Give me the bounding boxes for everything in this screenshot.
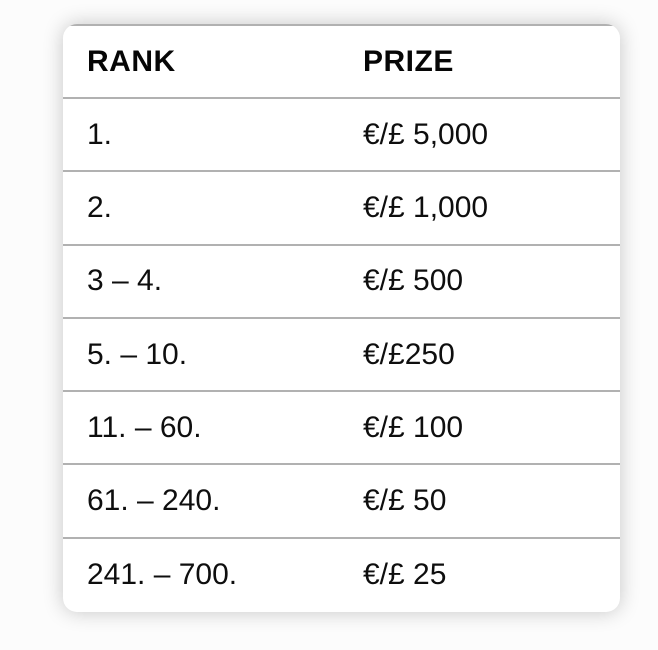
table-row (63, 392, 620, 465)
prize-table-card (63, 24, 620, 612)
column-header-prize: PRIZE (363, 44, 454, 78)
table-row (63, 465, 620, 538)
rank-cell: 2. (87, 190, 113, 224)
prize-cell: €/£ 25 (363, 558, 447, 592)
rank-cell: 5. – 10. (87, 337, 188, 371)
column-header-rank: RANK (87, 44, 176, 78)
table-row (63, 99, 620, 172)
table-row (63, 246, 620, 319)
prize-cell: €/£ 100 (363, 410, 464, 444)
table-row (63, 539, 620, 612)
rank-cell: 61. – 240. (87, 484, 221, 518)
prize-cell: €/£ 500 (363, 264, 464, 298)
table-header-row (63, 24, 620, 99)
prize-cell: €/£ 5,000 (363, 117, 489, 151)
rank-cell: 241. – 700. (87, 558, 238, 592)
prize-cell: €/£ 50 (363, 484, 447, 518)
rank-cell: 3 – 4. (87, 264, 163, 298)
prize-cell: €/£250 (363, 337, 455, 371)
prize-cell: €/£ 1,000 (363, 190, 489, 224)
table-row (63, 319, 620, 392)
rank-cell: 11. – 60. (87, 410, 202, 444)
table-row (63, 172, 620, 245)
rank-cell: 1. (87, 117, 113, 151)
